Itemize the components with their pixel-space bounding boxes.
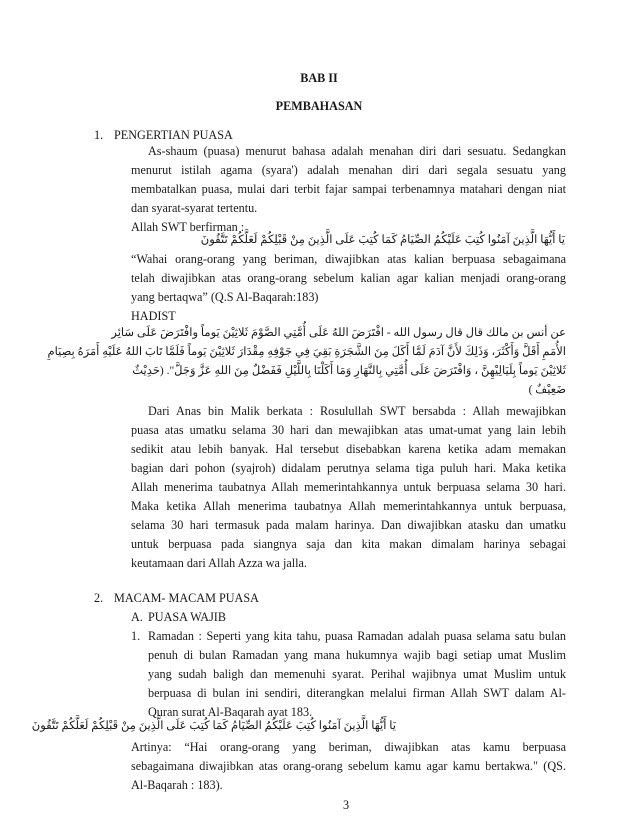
section-2-title: MACAM- MACAM PUASA [114, 591, 259, 605]
item1-line-4: berpuasa di bulan ini sendiri, diterangkan melalui firman Allah SWT dalam Al- [148, 686, 566, 700]
artinya-line-3: Al-Baqarah : 183). [131, 778, 223, 792]
chapter-label: BAB II [300, 71, 338, 85]
item1-line-2: penuh di bulan Ramadan yang mana hukumnya wajib bagi setiap umat Muslim [148, 648, 566, 662]
para2-line-6: Maka ketika Allah menerima taubatnya Allah memerintahkannya untuk berpuasa, [131, 499, 566, 513]
para2-line-8: untuk berpuasa pada siangnya saja dan kita makan dimalam harinya sebagai [131, 537, 566, 551]
translation-line-3: yang bertaqwa” (Q.S Al-Baqarah:183) [131, 290, 319, 304]
item1-line-3: yang sudah baligh dan memenuhi syarat. Perihal wajibnya umat Muslim untuk [148, 667, 566, 681]
hadist-label: HADIST [131, 309, 176, 323]
para1-line-4: dan syarat-syarat tertentu. [131, 201, 258, 215]
hadist-line-1: عن أنس بن مالك قال قال رسول الله - افْتَرَضَ اللهُ عَلَى أُمَّتِي الصَّوْمَ ثَلاثِيْنَ يَوماً وافْتَرَضَ عَلَى سَائِر [111, 327, 566, 339]
artinya-line-2: sebagaimana diwajibkan atas orang-orang sebelum kamu agar kamu bertakwa." (QS. [131, 759, 566, 773]
para2-line-9: keutamaan dari Allah Azza wa jalla. [131, 556, 307, 570]
para1-line-3: membatalkan puasa, mulai dari terbit fajar sampai terbenamnya matahari dengan niat [131, 182, 566, 196]
item1-line-5: Quran surat Al-Baqarah ayat 183. [148, 705, 313, 719]
translation-line-2: telah diwajibkan atas orang-orang sebelum kalian agar kalian menjadi orang-orang [131, 271, 566, 285]
item-1-number: 1. [131, 629, 141, 643]
arabic-ayat-2: يَا أَيُّهَا الَّذِينَ آمَنُوا كُتِبَ عَلَيْكُمُ الصِّيَامُ كَمَا كُتِبَ عَلَى الَّذِينَ مِنْ قَبْلِكُمْ لَعَلَّكُمْ تَتَّقُونَ [31, 720, 396, 732]
para2-line-7: selama 30 hari termasuk pada malam harinya. Dan diwajibkan atasku dan umatku [131, 518, 566, 532]
section-1-title: PENGERTIAN PUASA [114, 128, 233, 142]
sub-a-letter: A. [131, 610, 143, 624]
para2-line-2: puasa atas umatku selama 30 hari dan mewajibkan atas umat-umat yang lain lebih [131, 423, 566, 437]
page-number: 3 [343, 798, 350, 812]
section-2-number: 2. [94, 591, 104, 605]
para2-line-1: Dari Anas bin Malik berkata : Rosulullah SWT bersabda : Allah mewajibkan [148, 404, 566, 418]
allah-label: Allah SWT berfirman : [131, 220, 245, 234]
chapter-title: PEMBAHASAN [275, 99, 363, 113]
section-1-number: 1. [94, 128, 104, 142]
hadist-line-4: ضَعِيْفٌ ) [528, 384, 566, 396]
artinya-line-1: Artinya: “Hai orang-orang yang beriman, diwajibkan atas kamu berpuasa [131, 740, 566, 754]
para1-line-1: As-shaum (puasa) menurut bahasa adalah menahan diri dari sesuatu. Sedangkan [148, 144, 566, 158]
para2-line-3: sedikit atau lebih banyak. Hal tersebut disebabkan karena ketika adam memakan [131, 442, 566, 456]
arabic-ayat-1: يَا أَيُّهَا الَّذِينَ آمَنُوا كُتِبَ عَلَيْكُمُ الصِّيَامُ كَمَا كُتِبَ عَلَى الَّذِينَ مِنْ قَبْلِكُمْ لَعَلَّكُمْ تَتَّقُونَ [200, 234, 565, 246]
para2-line-5: Allah menerima taubatnya Allah memerintahkannya untuk berpuasa selama 30 hari. [131, 480, 566, 494]
hadist-line-3: ثَلاثِيْنَ يَوماً بِلَيَالِيْهِنَّ ، وَافْتَرَضَ عَلَى أُمَّتِي بِالنَّهَارِ وَمَا أَكَلْنَا بِاللَّيْلِ فَفَضْلٌ مِنَ اللهِ عَزَّ وَجَلَّ". (حَدِيْثٌ [132, 365, 566, 377]
hadist-line-2: الأُمَمِ أَقَلَّ وَأَكْثَرَ، وَذَلِكَ لأَنَّ آدَمَ لَمَّا أَكَلَ مِنَ الشَّجَرَةِ بَقِيَ فِي جَوْفِهِ مِقْدَارَ ثَلاثِيْنَ يَوماً فَلَمَّا تَابَ اللهُ عَلَيْهِ أَمَرَهُ بِصِيَامِ [47, 346, 566, 358]
item1-line-1: Ramadan : Seperti yang kita tahu, puasa Ramadan adalah puasa selama satu bulan [148, 629, 566, 643]
translation-line-1: “Wahai orang-orang yang beriman, diwajibkan atas kalian berpuasa sebagaimana [131, 252, 566, 266]
para1-line-2: menurut istilah agama (syara') adalah menahan diri dari segala sesuatu yang [131, 163, 566, 177]
para2-line-4: bagian dari pohon (syajroh) didalam perutnya selama tiga puluh hari. Maka ketika [131, 461, 566, 475]
sub-a-title: PUASA WAJIB [148, 610, 226, 624]
